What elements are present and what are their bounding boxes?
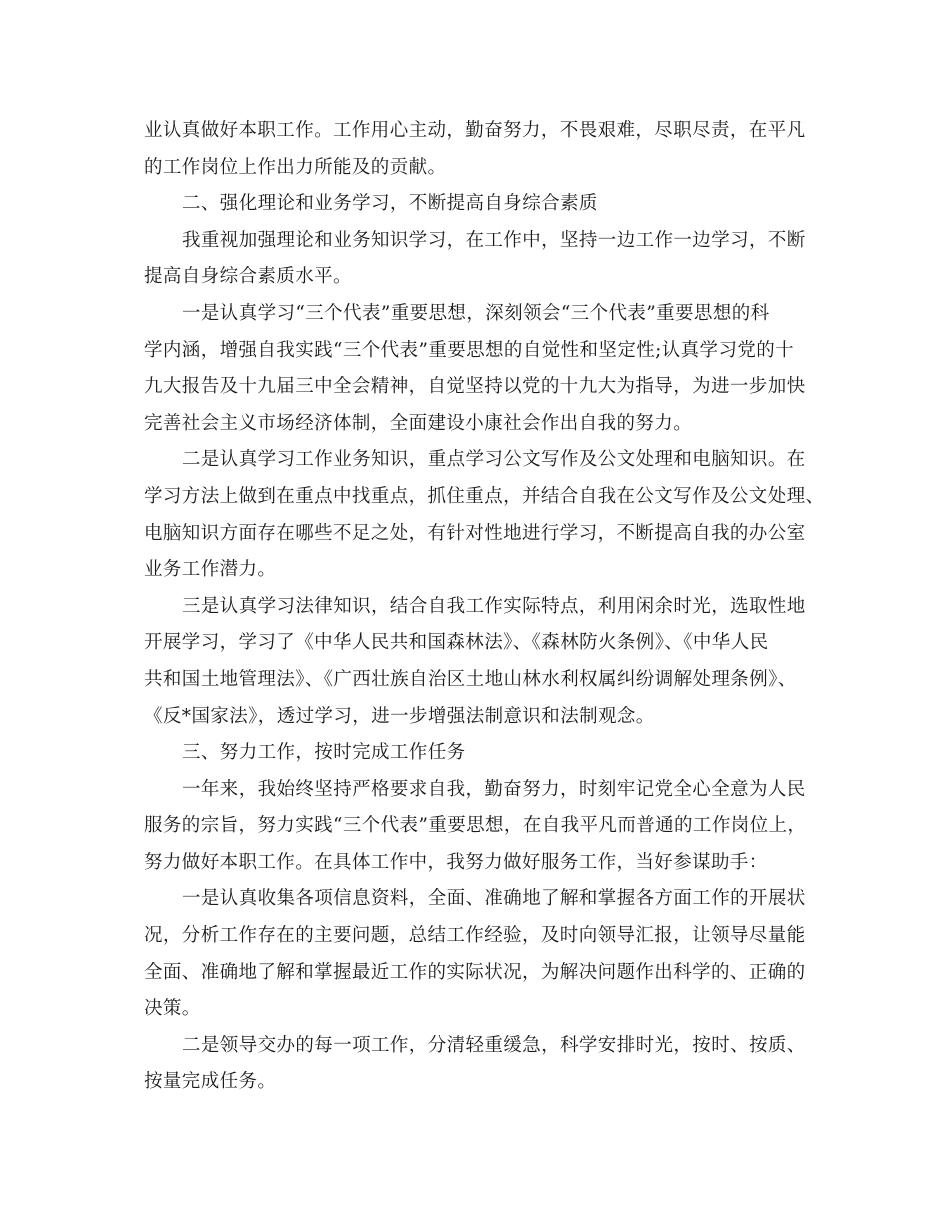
text-line: 一是认真收集各项信息资料，全面、准确地了解和掌握各方面工作的开展状 (182, 888, 806, 910)
text-line: 学习方法上做到在重点中找重点，抓住重点，并结合自我在公文写作及公文处理、 (144, 485, 825, 507)
text-line: 共和国土地管理法》、《广西壮族自治区土地山林水利权属纠纷调解处理条例》、 (144, 668, 797, 690)
text-line: 提高自身综合素质水平。 (144, 266, 352, 288)
text-line: 《反*国家法》，透过学习，进一步增强法制意识和法制观念。 (144, 705, 655, 727)
section-heading: 三、努力工作，按时完成工作任务 (182, 742, 466, 764)
text-line: 完善社会主义市场经济体制，全面建设小康社会作出自我的努力。 (144, 412, 693, 434)
text-line: 一是认真学习“三个代表”重要思想，深刻领会“三个代表”重要思想的科 (182, 302, 770, 324)
text-line: 三是认真学习法律知识，结合自我工作实际特点，利用闲余时光，选取性地 (182, 595, 806, 617)
text-line: 九大报告及十九届三中全会精神，自觉坚持以党的十九大为指导，为进一步加快 (144, 376, 806, 398)
text-line: 决策。 (144, 998, 201, 1020)
text-line: 学内涵，增强自我实践“三个代表”重要思想的自觉性和坚定性;认真学习党的十 (144, 339, 795, 361)
text-line: 努力做好本职工作。在具体工作中，我努力做好服务工作，当好参谋助手： (144, 851, 768, 873)
text-line: 按量完成任务。 (144, 1071, 277, 1093)
text-line: 电脑知识方面存在哪些不足之处，有针对性地进行学习，不断提高自我的办公室 (144, 522, 806, 544)
text-line: 开展学习，学习了《中华人民共和国森林法》、《森林防火条例》、《中华人民 (144, 632, 769, 654)
text-line: 况，分析工作存在的主要问题，总结工作经验，及时向领导汇报，让领导尽量能 (144, 925, 806, 947)
text-line: 二是认真学习工作业务知识，重点学习公文写作及公文处理和电脑知识。在 (182, 449, 806, 471)
text-line: 的工作岗位上作出力所能及的贡献。 (144, 156, 447, 178)
text-line: 业务工作潜力。 (144, 559, 277, 581)
text-line: 我重视加强理论和业务知识学习，在工作中，坚持一边工作一边学习，不断 (182, 229, 806, 251)
section-heading: 二、强化理论和业务学习，不断提高自身综合素质 (182, 193, 598, 215)
text-line: 二是领导交办的每一项工作，分清轻重缓急，科学安排时光，按时、按质、 (182, 1034, 806, 1056)
text-line: 一年来，我始终坚持严格要求自我，勤奋努力，时刻牢记党全心全意为人民 (182, 778, 806, 800)
text-line: 服务的宗旨，努力实践“三个代表”重要思想，在自我平凡而普通的工作岗位上， (144, 815, 807, 837)
text-line: 业认真做好本职工作。工作用心主动，勤奋努力，不畏艰难，尽职尽责，在平凡 (144, 120, 806, 141)
text-line: 全面、准确地了解和掌握最近工作的实际状况，为解决问题作出科学的、正确的 (144, 961, 806, 983)
document-body (144, 113, 825, 1101)
